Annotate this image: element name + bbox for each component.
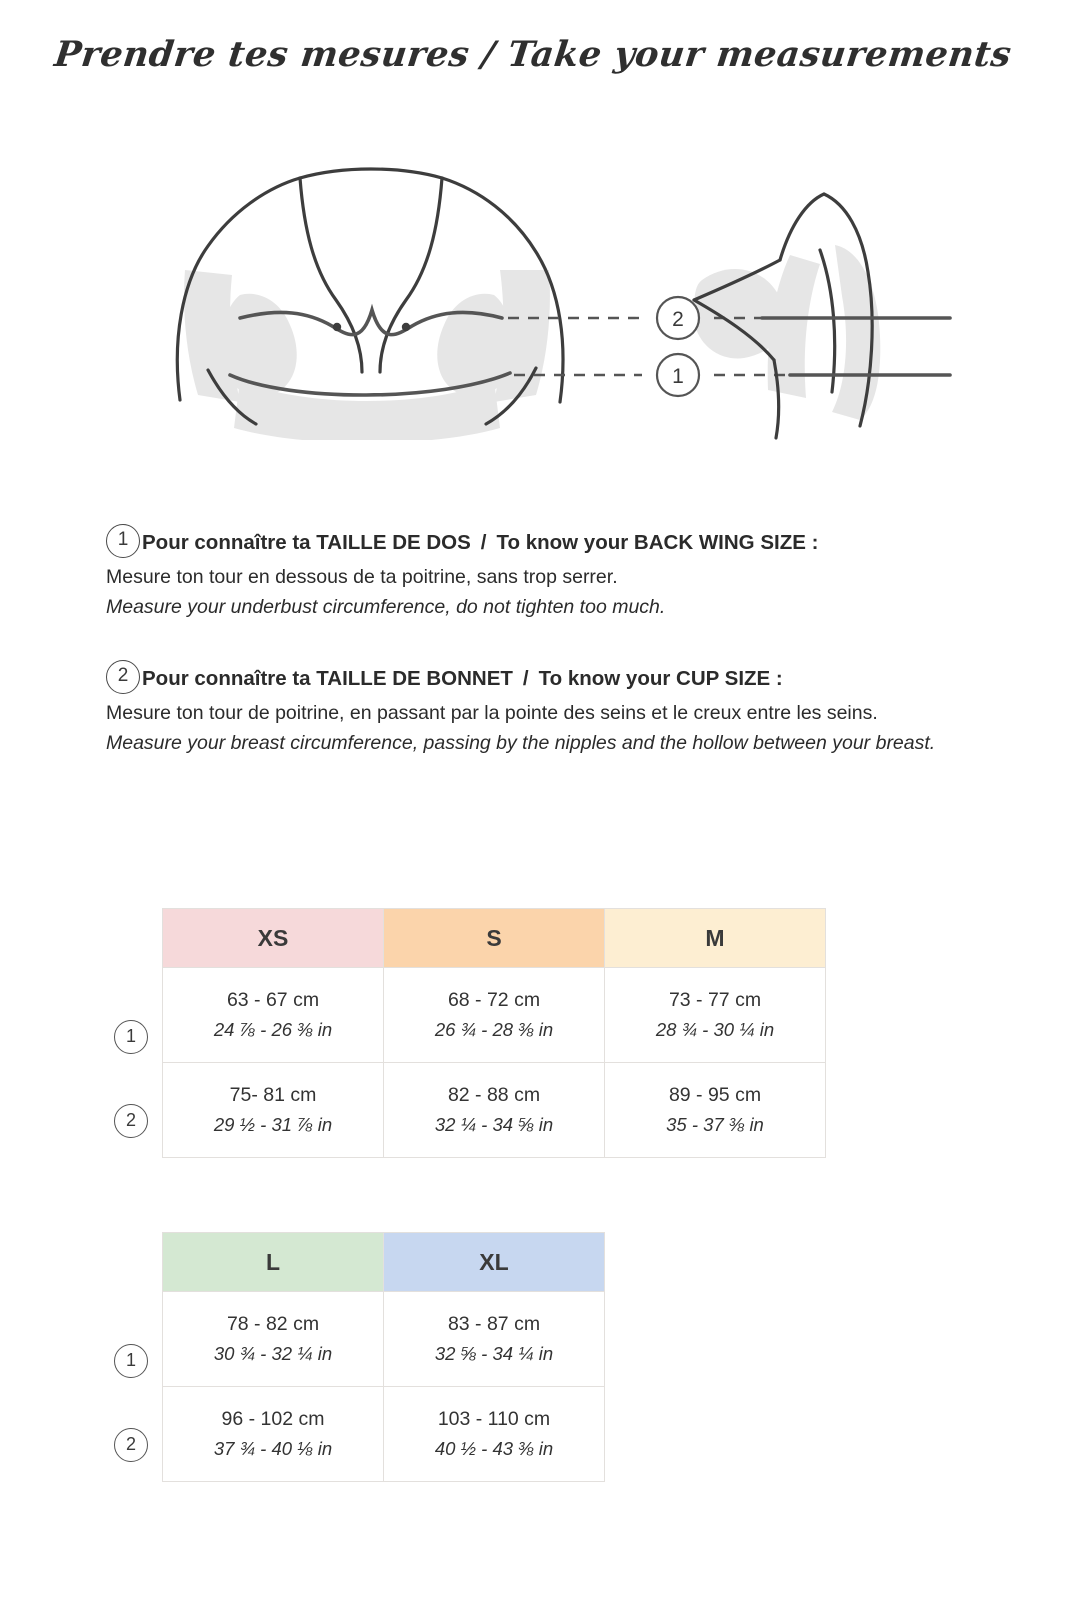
measure-in: 26 ¾ - 28 ⅜ in bbox=[434, 1019, 554, 1040]
measure-cm: 89 - 95 cm bbox=[668, 1084, 762, 1106]
table-row bbox=[163, 968, 826, 1063]
instruction-text-en: Measure your breast circumference, passing by the nipples and the hollow between your breast. bbox=[106, 732, 936, 754]
table-header-row bbox=[163, 1233, 605, 1292]
measure-cell bbox=[163, 968, 384, 1063]
instruction-text-en: Measure your underbust circumference, do not tighten too much. bbox=[106, 596, 666, 618]
measure-in: 40 ½ - 43 ⅜ in bbox=[434, 1438, 554, 1459]
size-header-xl: XL bbox=[384, 1233, 605, 1292]
measure-in: 32 ⅝ - 34 ¼ in bbox=[434, 1343, 554, 1364]
instruction-block-1 bbox=[106, 528, 986, 622]
table-row bbox=[163, 1063, 826, 1158]
instruction-title-fr: Pour connaître ta TAILLE DE BONNET bbox=[142, 667, 513, 690]
instruction-title-separator: / bbox=[522, 667, 529, 690]
size-header-l: L bbox=[163, 1233, 384, 1292]
measure-cell bbox=[384, 968, 605, 1063]
measure-cm: 103 - 110 cm bbox=[437, 1408, 551, 1430]
measure-in: 24 ⅞ - 26 ⅜ in bbox=[213, 1019, 333, 1040]
measure-in: 37 ¾ - 40 ⅛ in bbox=[213, 1438, 333, 1459]
instruction-title bbox=[142, 528, 818, 558]
row-marker-1: 1 bbox=[114, 1344, 148, 1378]
measure-cm: 73 - 77 cm bbox=[668, 989, 762, 1011]
instruction-title-separator: / bbox=[480, 531, 487, 554]
measure-cell bbox=[163, 1387, 384, 1482]
measure-in: 35 - 37 ⅜ in bbox=[666, 1114, 764, 1135]
instruction-heading bbox=[106, 664, 986, 694]
table-row bbox=[163, 1387, 605, 1482]
measure-cell bbox=[163, 1063, 384, 1158]
instruction-text-fr: Mesure ton tour de poitrine, en passant par la pointe des seins et le creux entre les seins. bbox=[106, 702, 878, 724]
instruction-title-en: To know your CUP SIZE : bbox=[538, 667, 783, 690]
measure-cm: 63 - 67 cm bbox=[226, 989, 320, 1011]
measure-cell bbox=[384, 1063, 605, 1158]
measure-cell bbox=[605, 1063, 826, 1158]
row-marker-2: 2 bbox=[114, 1428, 148, 1462]
measure-cell bbox=[605, 968, 826, 1063]
measure-cm: 75- 81 cm bbox=[229, 1084, 317, 1106]
table-row bbox=[163, 1292, 605, 1387]
measure-cell bbox=[384, 1387, 605, 1482]
instruction-heading bbox=[106, 528, 986, 558]
measure-cm: 83 - 87 cm bbox=[447, 1313, 541, 1335]
instructions-section bbox=[106, 528, 986, 800]
row-marker-2: 2 bbox=[114, 1104, 148, 1138]
size-header-xs: XS bbox=[163, 909, 384, 968]
measure-in: 28 ¾ - 30 ¼ in bbox=[655, 1019, 775, 1040]
measure-cm: 82 - 88 cm bbox=[447, 1084, 541, 1106]
measure-cm: 68 - 72 cm bbox=[447, 989, 541, 1011]
size-header-m: M bbox=[605, 909, 826, 968]
instruction-text-fr: Mesure ton tour en dessous de ta poitrine, sans trop serrer. bbox=[106, 566, 618, 588]
instruction-title-en: To know your BACK WING SIZE : bbox=[496, 531, 819, 554]
instruction-number-icon: 1 bbox=[106, 524, 140, 558]
measure-cell bbox=[163, 1292, 384, 1387]
page-title: Prendre tes mesures / Take your measurements bbox=[52, 34, 1014, 75]
measure-cm: 96 - 102 cm bbox=[221, 1408, 325, 1430]
measure-cell bbox=[384, 1292, 605, 1387]
illustration-marker-2: 2 bbox=[672, 308, 684, 331]
table-header-row bbox=[163, 909, 826, 968]
instruction-title bbox=[142, 664, 783, 694]
instruction-number-icon: 2 bbox=[106, 660, 140, 694]
illustration-marker-1: 1 bbox=[672, 365, 684, 388]
measure-in: 32 ¼ - 34 ⅝ in bbox=[434, 1114, 554, 1135]
measure-in: 29 ½ - 31 ⅞ in bbox=[213, 1114, 333, 1135]
size-header-s: S bbox=[384, 909, 605, 968]
row-marker-1: 1 bbox=[114, 1020, 148, 1054]
instruction-block-2 bbox=[106, 664, 986, 758]
instruction-title-fr: Pour connaître ta TAILLE DE DOS bbox=[142, 531, 471, 554]
measurement-illustration bbox=[90, 140, 970, 440]
measure-cm: 78 - 82 cm bbox=[226, 1313, 320, 1335]
measure-in: 30 ¾ - 32 ¼ in bbox=[213, 1343, 333, 1364]
